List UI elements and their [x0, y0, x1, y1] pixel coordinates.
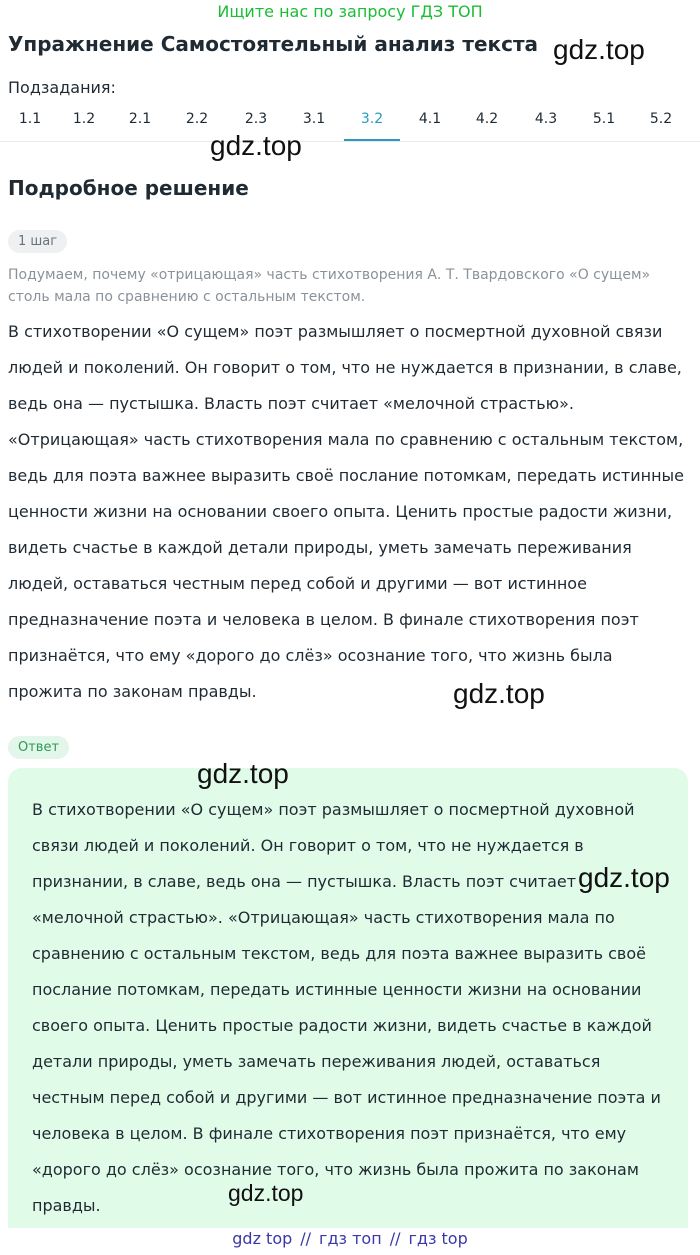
subtask-tabs — [0, 103, 700, 142]
footer-links — [0, 1229, 700, 1248]
watermark: gdz.top — [578, 862, 670, 893]
tab-subtask-5-2[interactable]: 5.2 — [649, 111, 673, 127]
tab-subtask-5-1[interactable]: 5.1 — [592, 111, 616, 127]
footer-link-gdz-top-mixed[interactable]: гдз top — [408, 1229, 468, 1248]
tab-subtask-4-2[interactable]: 4.2 — [475, 111, 499, 127]
search-banner-link[interactable]: Ищите нас по запросу ГДЗ ТОП — [217, 2, 483, 21]
tab-subtask-2-2[interactable]: 2.2 — [185, 111, 209, 127]
tab-subtask-3-2[interactable]: 3.2 — [344, 111, 400, 141]
answer-badge: Ответ — [8, 736, 69, 759]
footer-link-gdz-top-ru[interactable]: гдз топ — [319, 1229, 382, 1248]
tab-subtask-2-1[interactable]: 2.1 — [128, 111, 152, 127]
footer-separator: // — [389, 1229, 401, 1248]
watermark: gdz.top — [453, 678, 545, 709]
step-badge: 1 шаг — [8, 230, 67, 253]
solution-title: Подробное решение — [8, 176, 249, 200]
tab-subtask-1-2[interactable]: 1.2 — [72, 111, 96, 127]
tab-subtask-1-1[interactable]: 1.1 — [18, 111, 42, 127]
answer-box — [8, 768, 688, 1228]
tab-subtask-2-3[interactable]: 2.3 — [244, 111, 268, 127]
tab-subtask-4-3[interactable]: 4.3 — [534, 111, 558, 127]
watermark: gdz.top — [210, 130, 302, 161]
solution-text: В стихотворении «О сущем» поэт размышляет о посмертной духовной связи людей и поколений. Он говорит о том, что не нуждается в признании, в славе, ведь она — пустышка. Власть поэт считает «мелочной страстью». «Отрицающая» часть стихотворения мала по сравнению с остальным текстом, ведь для поэта важнее выразить своё послание потомкам, передать истинные ценности жизни на основании своего опыта. Ценить простые радости жизни, видеть счастье в каждой детали природы, уметь замечать переживания людей, оставаться честным перед собой и другими — вот истинное предназначение поэта и человека в целом. В финале стихотворения поэт признаётся, что ему «дорого до слёз» осознание того, что жизнь была прожита по законам правды. — [8, 322, 685, 701]
tab-subtask-4-1[interactable]: 4.1 — [418, 111, 442, 127]
subtasks-label: Подзадания: — [8, 78, 116, 97]
solution-hint: Подумаем, почему «отрицающая» часть стихотворения А. Т. Твардовского «О сущем» столь мала по сравнению с остальным текстом. — [8, 267, 651, 305]
footer-link-gdz-top[interactable]: gdz top — [232, 1229, 293, 1248]
tab-subtask-3-1[interactable]: 3.1 — [302, 111, 326, 127]
watermark: gdz.top — [197, 758, 289, 789]
answer-text: В стихотворении «О сущем» поэт размышляет о посмертной духовной связи людей и поколений. Он говорит о том, что не нуждается в признании, в славе, ведь она — пустышка. Власть поэт считает «мелочной страстью». «Отрицающая» часть стихотворения мала по сравнению с остальным текстом, ведь для поэта важнее выразить своё послание потомкам, передать истинные ценности жизни на основании своего опыта. Ценить простые радости жизни, видеть счастье в каждой детали природы, уметь замечать переживания людей, оставаться честным перед собой и другими — вот истинное предназначение поэта и человека в целом. В финале стихотворения поэт признаётся, что ему «дорого до слёз» осознание того, что жизнь была прожита по законам правды. — [32, 800, 661, 1215]
watermark: gdz.top — [553, 34, 645, 65]
watermark: gdz.top — [228, 1180, 304, 1206]
footer-separator: // — [300, 1229, 312, 1248]
page-title: Упражнение Самостоятельный анализ текста — [8, 32, 539, 56]
